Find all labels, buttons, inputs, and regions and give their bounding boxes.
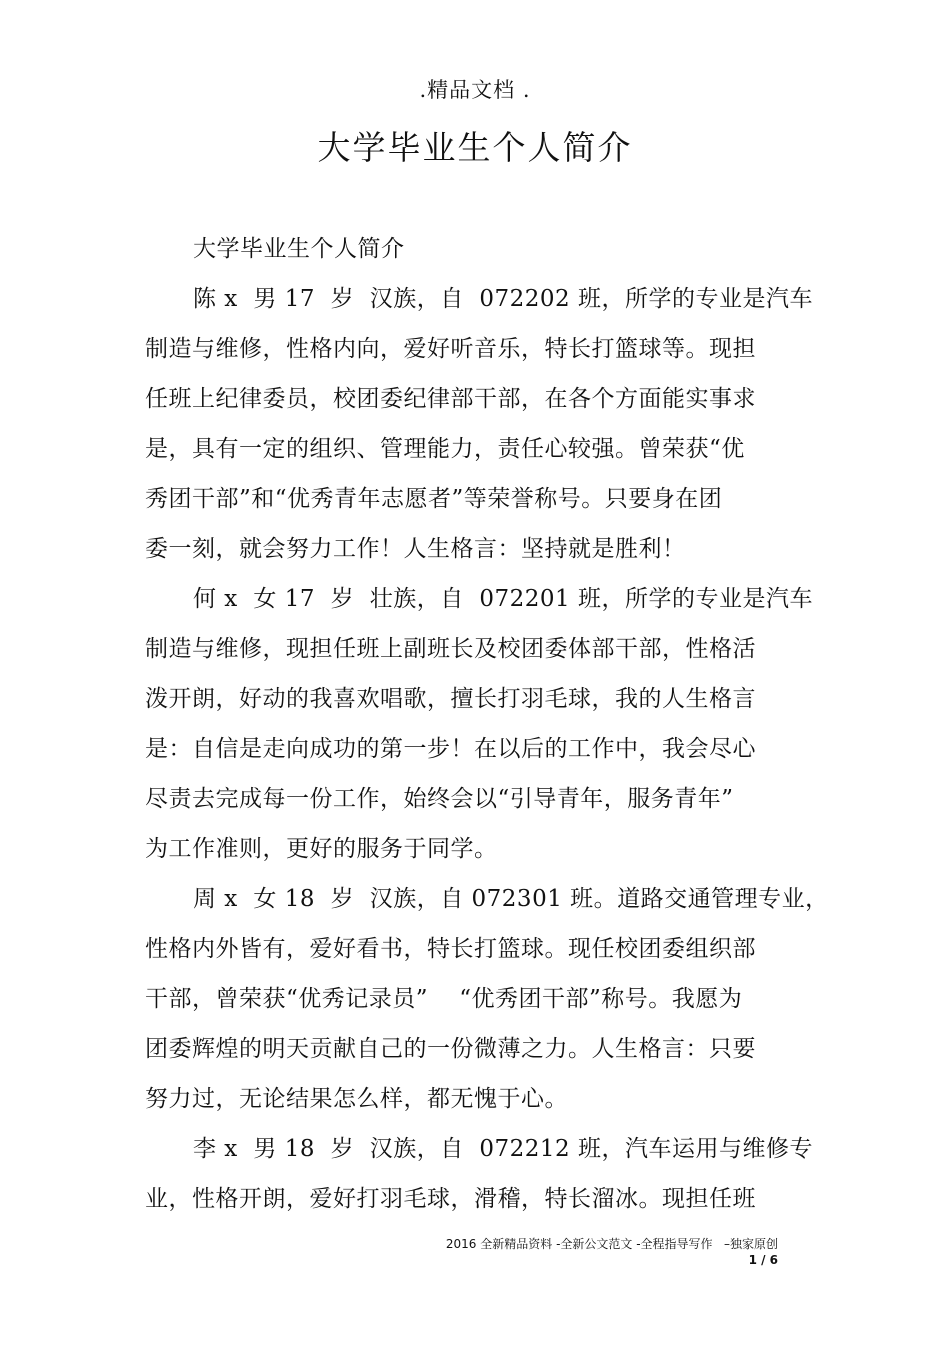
text-line: 周 x 女 18 岁 汉族，自 072301 班。道路交通管理专业， (193, 886, 829, 912)
document-title: 大学毕业生个人简介 (317, 128, 633, 167)
text-line: 任班上纪律委员，校团委纪律部干部，在各个方面能实事求 (145, 386, 756, 412)
text-line: 制造与维修，现担任班上副班长及校团委体部干部，性格活 (145, 636, 756, 662)
text-line: 大学毕业生个人简介 (193, 236, 405, 262)
text-line: 尽责去完成每一份工作，始终会以“引导青年，服务青年” (145, 786, 734, 812)
text-line: 是：自信是走向成功的第一步！在以后的工作中，我会尽心 (145, 736, 756, 762)
document-body (145, 224, 829, 1224)
text-line: 努力过，无论结果怎么样，都无愧于心。 (145, 1086, 568, 1112)
text-line: 李 x 男 18 岁 汉族，自 072212 班，汽车运用与维修专 (193, 1136, 813, 1162)
text-line: 干部，曾荣获“优秀记录员” “优秀团干部”称号。我愿为 (145, 986, 743, 1012)
page-footer: 2016 全新精品资料 -全新公文范文 -全程指导写作 –独家原创 (445, 1237, 778, 1251)
text-line: 为工作准则，更好的服务于同学。 (145, 836, 498, 862)
text-line: 制造与维修，性格内向，爱好听音乐，特长打篮球等。现担 (145, 336, 756, 362)
text-line: 委一刻，就会努力工作！人生格言：坚持就是胜利！ (145, 536, 686, 562)
text-line: 性格内外皆有，爱好看书，特长打篮球。现任校团委组织部 (145, 936, 756, 962)
text-line: 泼开朗，好动的我喜欢唱歌，擅长打羽毛球，我的人生格言 (145, 686, 756, 712)
text-line: 是，具有一定的组织、管理能力，责任心较强。曾荣获“优 (145, 436, 745, 462)
text-line: 秀团干部”和“优秀青年志愿者”等荣誉称号。只要身在团 (145, 486, 723, 512)
text-line: 何 x 女 17 岁 壮族，自 072201 班，所学的专业是汽车 (193, 586, 813, 612)
page-number: 1 / 6 (748, 1253, 778, 1267)
text-line: 团委辉煌的明天贡献自己的一份微薄之力。人生格言：只要 (145, 1036, 756, 1062)
text-line: 陈 x 男 17 岁 汉族，自 072202 班，所学的专业是汽车 (193, 286, 813, 312)
text-line: 业，性格开朗，爱好打羽毛球，滑稽，特长溜冰。现担任班 (145, 1186, 756, 1212)
header-note: .精品文档 . (419, 78, 531, 102)
